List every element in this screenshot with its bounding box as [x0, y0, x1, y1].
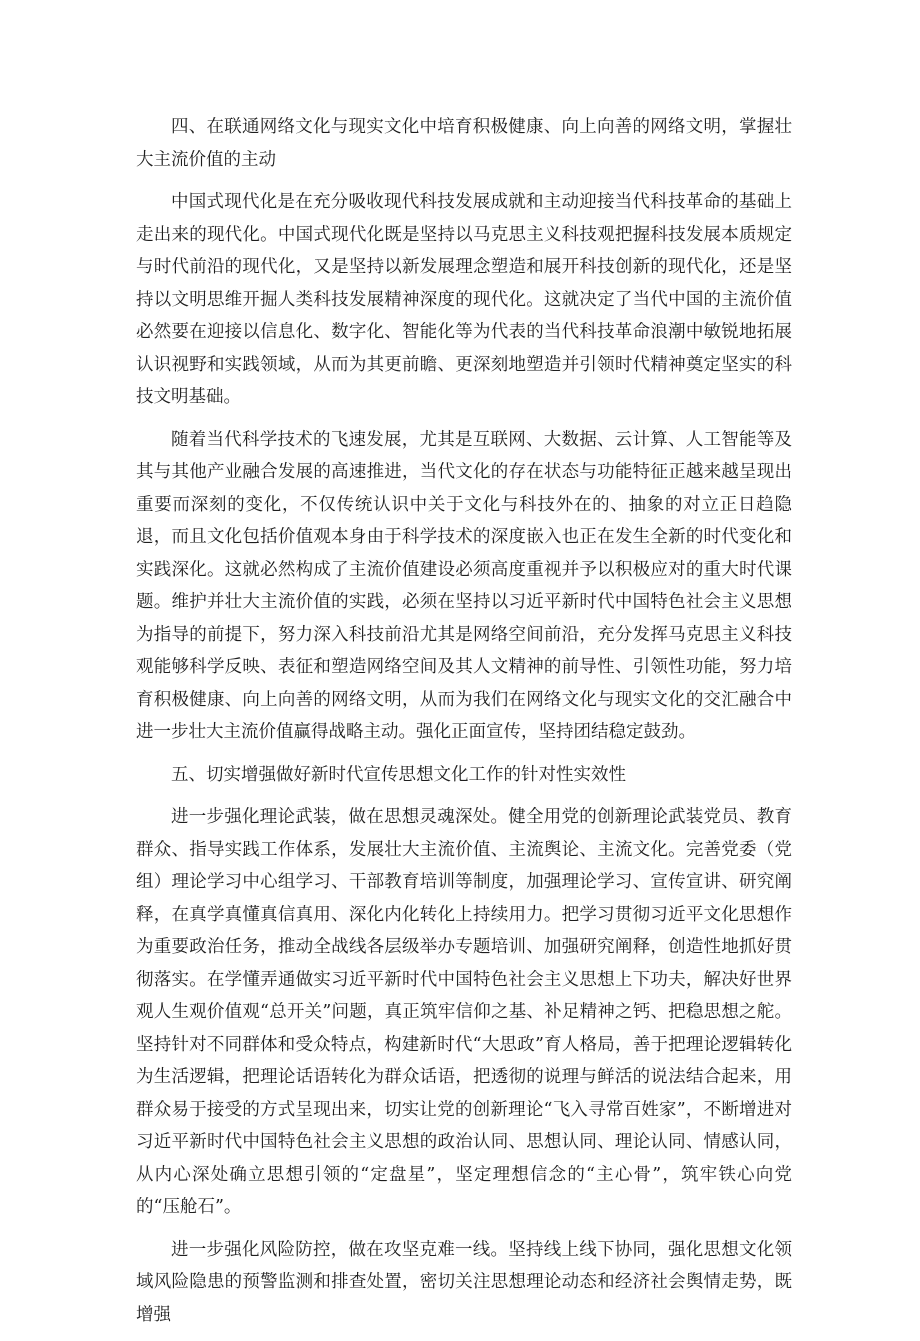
section-heading-four: 四、在联通网络文化与现实文化中培育积极健康、向上向善的网络文明，掌握壮大主流价值的主动 — [136, 117, 792, 170]
body-paragraph: 中国式现代化是在充分吸收现代科技发展成就和主动迎接当代科技革命的基础上走出来的现代化。中国式现代化既是坚持以马克思主义科技观把握科技发展本质规定与时代前沿的现代化，又是坚持以新发展理念塑造和展开科技创新的现代化，还是坚持以文明思维开掘人类科技发展精神深度的现代化。这就决定了当代中国的主流价值必然要在迎接以信息化、数字化、智能化等为代表的当代科技革命浪潮中敏锐地拓展认识视野和实践领域，从而为其更前瞻、更深刻地塑造并引领时代精神奠定坚实的科技文明基础。 — [136, 192, 792, 407]
document-body — [136, 111, 792, 1341]
section-heading-five: 五、切实增强做好新时代宣传思想文化工作的针对性实效性 — [171, 764, 626, 785]
body-paragraph: 随着当代科学技术的飞速发展，尤其是互联网、大数据、云计算、人工智能等及其与其他产业融合发展的高速推进，当代文化的存在状态与功能特征正越来越呈现出重要而深刻的变化，不仅传统认识中关于文化与科技外在的、抽象的对立正日趋隐退，而且文化包括价值观本身由于科学技术的深度嵌入也正在发生全新的时代变化和实践深化。这就必然构成了主流价值建设必须高度重视并予以积极应对的重大时代课题。维护并壮大主流价值的实践，必须在坚持以习近平新时代中国特色社会主义思想为指导的前提下，努力深入科技前沿尤其是网络空间前沿，充分发挥马克思主义科技观能够科学反映、表征和塑造网络空间及其人文精神的前导性、引领性功能，努力培育积极健康、向上向善的网络文明，从而为我们在网络文化与现实文化的交汇融合中进一步壮大主流价值赢得战略主动。强化正面宣传，坚持团结稳定鼓劲。 — [136, 429, 792, 742]
body-paragraph: 进一步强化理论武装，做在思想灵魂深处。健全用党的创新理论武装党员、教育群众、指导实践工作体系，发展壮大主流价值、主流舆论、主流文化。完善党委（党组）理论学习中心组学习、干部教育培训等制度，加强理论学习、宣传宣讲、研究阐释，在真学真懂真信真用、深化内化转化上持续用力。把学习贯彻习近平文化思想作为重要政治任务，推动全战线各层级举办专题培训、加强研究阐释，创造性地抓好贯彻落实。在学懂弄通做实习近平新时代中国特色社会主义思想上下功夫，解决好世界观人生观价值观“总开关”问题，真正筑牢信仰之基、补足精神之钙、把稳思想之舵。坚持针对不同群体和受众特点，构建新时代“大思政”育人格局，善于把理论逻辑转化为生活逻辑，把理论话语转化为群众话语，把透彻的说理与鲜活的说法结合起来，用群众易于接受的方式呈现出来，切实让党的创新理论“飞入寻常百姓家”，不断增进对习近平新时代中国特色社会主义思想的政治认同、思想认同、理论认同、情感认同，从内心深处确立思想引领的“定盘星”，坚定理想信念的“主心骨”，筑牢铁心向党的“压舱石”。 — [136, 807, 792, 1217]
body-paragraph: 进一步强化风险防控，做在攻坚克难一线。坚持线上线下协同，强化思想文化领域风险隐患的预警监测和排查处置，密切关注思想理论动态和经济社会舆情走势，既增强 — [136, 1239, 792, 1325]
